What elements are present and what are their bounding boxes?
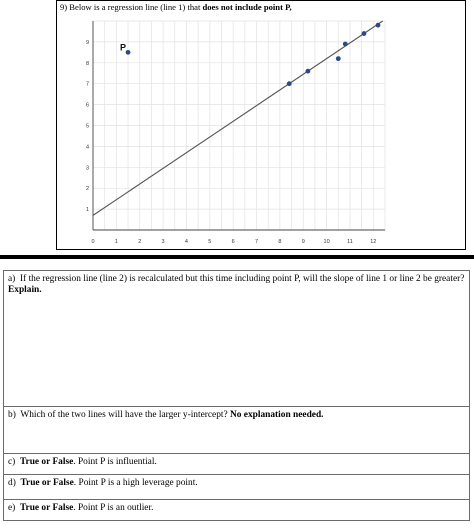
x-tick-label: 0 xyxy=(91,239,95,245)
question-bold-b: No explanation needed. xyxy=(230,410,324,420)
question-text-d: . Point P is a high leverage point. xyxy=(73,478,198,488)
x-tick-label: 8 xyxy=(278,239,282,245)
y-tick-label: 2 xyxy=(85,186,89,193)
question-row-b xyxy=(4,407,470,454)
x-tick-label: 10 xyxy=(323,239,330,245)
question-label-a: a) xyxy=(8,274,16,284)
question-bold-c: True or False xyxy=(19,457,74,467)
question-bold-d: True or False xyxy=(20,478,74,488)
question-bold-e: True or False xyxy=(19,503,74,513)
question-row-c xyxy=(4,454,470,475)
question-row-a xyxy=(4,271,470,407)
y-tick-label: 9 xyxy=(85,39,89,46)
question-cell-d xyxy=(4,475,470,500)
x-tick-label: 9 xyxy=(301,239,305,245)
x-tick-label: 2 xyxy=(138,239,142,245)
question-label-b: b) xyxy=(8,410,16,420)
section-divider xyxy=(0,255,474,259)
question-cell-e xyxy=(4,500,470,521)
x-tick-label: 11 xyxy=(347,239,353,245)
question-label-d: d) xyxy=(8,478,16,488)
question-row-e xyxy=(4,500,470,521)
y-tick-label: 5 xyxy=(85,123,89,130)
question-row-d xyxy=(4,475,470,500)
question-cell-b xyxy=(4,407,470,454)
question-9-box xyxy=(56,0,466,250)
y-tick-label: 8 xyxy=(85,60,89,67)
point-p xyxy=(126,50,131,55)
question-cell-c xyxy=(4,454,470,475)
data-point xyxy=(306,69,311,74)
x-tick-label: 5 xyxy=(208,239,212,245)
question-prefix: 9) Below is a regression line (line 1) that xyxy=(60,2,203,12)
question-bold-a: Explain. xyxy=(8,285,42,295)
question-text-a: If the regression line (line 2) is recalculated but this time including point P, will the slope of line 1 or line 2 be greater? xyxy=(19,274,465,284)
y-tick-label: 1 xyxy=(85,207,89,214)
x-tick-label: 4 xyxy=(184,239,188,245)
data-point xyxy=(362,31,367,36)
question-text-c: . Point P is influential. xyxy=(73,457,157,467)
x-tick-label: 3 xyxy=(161,239,165,245)
question-text-e: . Point P is an outlier. xyxy=(73,503,154,513)
question-text-b: Which of the two lines will have the larger y-intercept? xyxy=(20,410,228,420)
question-label-e: e) xyxy=(8,503,16,513)
point-p-label: P xyxy=(120,42,127,53)
data-point xyxy=(287,81,292,86)
y-tick-label: 7 xyxy=(85,81,89,88)
x-tick-label: 6 xyxy=(231,239,235,245)
y-tick-label: 6 xyxy=(85,102,89,109)
x-tick-label: 7 xyxy=(254,239,259,245)
data-point xyxy=(376,23,381,28)
y-tick-label: 4 xyxy=(85,144,89,151)
y-tick-label: 3 xyxy=(85,165,89,172)
question-emphasis: does not include point P, xyxy=(202,2,292,12)
question-label-c: c) xyxy=(8,457,16,467)
scatter-plot xyxy=(57,1,465,249)
data-point xyxy=(343,42,348,47)
question-cell-a xyxy=(4,271,470,407)
data-point xyxy=(336,56,341,61)
questions-table xyxy=(3,270,470,521)
x-tick-label: 1 xyxy=(114,239,118,245)
x-tick-label: 12 xyxy=(370,239,377,245)
